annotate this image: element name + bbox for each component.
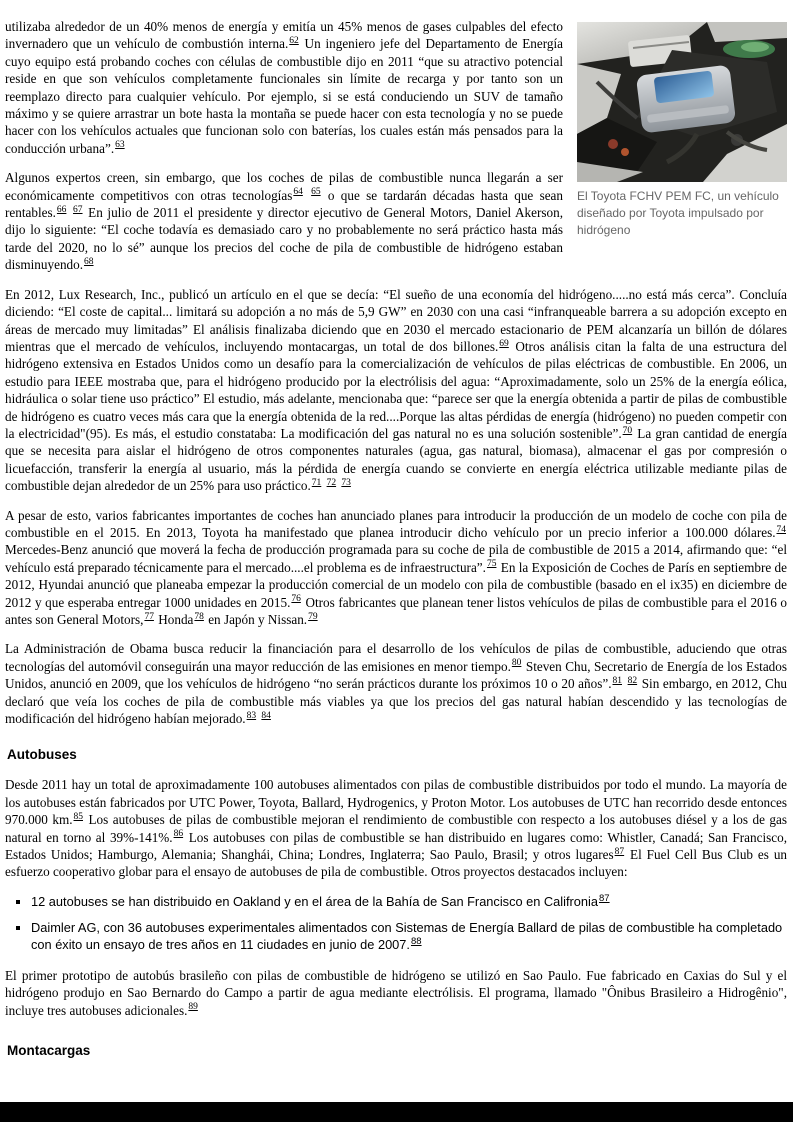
footnote-ref-link[interactable]: 79 — [308, 611, 318, 622]
footnote-ref-link[interactable]: 88 — [410, 935, 422, 947]
section-heading-montacargas: Montacargas — [7, 1043, 91, 1059]
paragraph-intro-1: utilizaba alrededor de un 40% menos de energía y emitía un 45% menos de gases culpables del efecto invernadero que un vehículo de combustión interna.$^{62}$ Un ingeniero jefe del Departamento de Energía cuyo equipo está probando coches con células de combustible dijo en 2011 “que su atractivo potencial reside en que son vehículos completamente funcionales sin límite de recarga y por tanto son un reemplazo directo para cualquier vehículo. Por ejemplo, si se está conduciendo un SUV de tamaño máximo y se quiere arrastrar un bote hasta la montaña se puede hacer con esta tecnología y no se puede hacer con los vehículos actuales que funcionan solo con baterías, los cuales están más pensados para la conducción urbana”.$^{63}$ — [5, 19, 564, 156]
paragraph-intro-3: En 2012, Lux Research, Inc., publicó un artículo en el que se decía: “El sueño de una economía del hidrógeno.....no está más cerca”. Concluía diciendo: “El coste de capital... limitará su adopción a no más de 5,9 GW” en 2030 con una casi “infranqueable barrera a su adopción excepto en áreas de mercado muy limitadas” El análisis finalizaba diciendo que en 2030 el mercado estacionario de PEM alcanzaría un billón de dólares mientras que el mercado de vehículos, incluyendo montacargas, un total de dos billones.$^{69}$ Otros análisis citan la falta de una estructura del hidrógeno extensiva en Estados Unidos como un desafío para la comercialización de vehículos de pilas eléctricas de combustible. En 2006, un estudio para IEEE mostraba que, para el hidrógeno producido por la electrólisis del agua: “Aproximadamente, solo un 25% de la energía eólica, hidráulica o solar tiene uso práctico” El estudio, más adelante, mencionaba que: “parece ser que la energía obtenida a partir de pilas de combustible de hidrógeno es cuatro veces más cara que la energía obtenida de la red....Porque las altas pérdidas de energía (hidrógeno) no pueden competir con la electricidad"(95). Es más, el estudio constataba: La modificación del gas natural no es una solución sostenible”.$^{70}$ La gran cantidad de energía que se necesita para aislar el hidrógeno de otros componentes naturales (agua, gas natural, biomasa), almacenar el gas por compresión o licuefacción, transferir la energía al usuario, más la pérdida de energía cuando se convierte en energía eléctrica utilizable mediante pilas de combustible dejan alrededor de un 25% para uso práctico.$^{71}$ $^{72}$ $^{73}$ — [5, 286, 787, 494]
footnote-ref-link[interactable]: 68 — [84, 256, 94, 267]
paragraph-intro-4: A pesar de esto, varios fabricantes importantes de coches han anunciado planes para introducir la producción de un modelo de coche con pila de combustible en el 2015. En 2013, Toyota ha manifestado que planea introducir dicho vehículo por un precio inferior a 100.000 dólares.$^{74}$ Mercedes-Benz anunció que moverá la fecha de producción programada para su coche de pila de combustible de 2015 a 2014, afirmando que: “el vehículo está preparado técnicamente para el mercado....el problema es de infraestructura”.$^{75}$ En la Exposición de Coches de París en septiembre de 2012, Hyundai anunció que planeaba empezar la producción comercial de un modelo con pila de combustible (basado en el ix35) en diciembre de 2012 y que esperaba entregar 1000 unidades en 2015.76 Otros fabricantes que planean tener listos vehículos de pilas de combustible para el 2016 o antes son General Motors,$^{77}$ Honda$^{78}$ en Japón y Nissan.$^{79}$ — [5, 507, 788, 627]
section-heading-autobuses: Autobuses — [7, 747, 77, 763]
footnote-ref-link[interactable]: 86 — [173, 829, 184, 840]
footnote-ref-link[interactable]: 87 — [598, 892, 610, 904]
autobuses-bullet-list — [5, 893, 787, 953]
footnote-ref-link[interactable]: 87 — [614, 846, 625, 857]
footnote-ref-link[interactable]: 84 — [261, 710, 271, 721]
footnote-ref-link[interactable]: 82 — [627, 675, 638, 686]
list-item: ▪ Daimler AG, con 36 autobuses experimentales alimentados con Sistemas de Energía Ballard de pilas de combustible ha completado con éxito un ensayo de tres años en 11 ciudades en junio de 2007.88 — [31, 919, 787, 953]
footnote-ref-link[interactable]: 69 — [499, 338, 509, 349]
footer-bar — [0, 1102, 793, 1122]
footnote-ref-link[interactable]: 63 — [115, 140, 125, 151]
figure-caption: El Toyota FCHV PEM FC, un vehículo diseñado por Toyota impulsado por hidrógeno — [577, 189, 779, 237]
footnote-ref-link[interactable]: 66 — [56, 204, 67, 215]
footnote-ref-link[interactable]: 70 — [622, 425, 633, 436]
footnote-ref-link[interactable]: 83 — [246, 710, 257, 721]
figure-toyota-fchv — [577, 22, 787, 239]
footnote-ref-link[interactable]: 80 — [511, 658, 522, 669]
footnote-ref-link[interactable]: 72 — [326, 477, 337, 488]
list-item: ▪ 12 autobuses se han distribuido en Oakland y en el área de la Bahía de San Francisco en Califronia$^{87}$ — [31, 893, 787, 910]
footnote-ref-link[interactable]: 78 — [194, 611, 204, 622]
footnote-ref-link[interactable]: 85 — [73, 811, 83, 822]
footnote-ref-link[interactable]: 77 — [144, 611, 154, 622]
fuel-cell-engine-photo — [577, 22, 787, 182]
footnote-ref-link[interactable]: 89 — [188, 1002, 198, 1013]
paragraph-autobuses-2: El primer prototipo de autobús brasileño con pilas de combustible de hidrógeno se utilizó en Sao Paulo. Fue fabricado en Caxias do Sul y el hidrógeno produjo en Sao Bernardo do Campo a partir de agua mediante electrólisis. El programa, llamado "Ônibus Brasileiro a Hidrogênio", incluye tres autobuses adicionales.$^{89}$ — [5, 967, 787, 1018]
footnote-ref-link[interactable]: 64 — [293, 187, 303, 198]
footnote-ref-link[interactable]: 75 — [486, 559, 497, 570]
footnote-ref-link[interactable]: 67 — [73, 204, 83, 215]
footnote-ref-link[interactable]: 71 — [311, 477, 322, 488]
paragraph-intro-5: La Administración de Obama busca reducir la financiación para el desarrollo de los vehículos de pilas de combustible, aduciendo que otras tecnologías del automóvil conseguirán una mayor reducción de las emisiones en menor tiempo.$^{80}$ Steven Chu, Secretario de Energía de los Estados Unidos, anunció en 2009, que los vehículos de hidrógeno “no serán prácticos durante los próximos 10 o 20 años”.$^{81}$ $^{82}$ Sin embargo, en 2012, Chu declaró que veía los coches de pila de combustible más viables ya que los precios del gas natural habían descendido y las tecnologías de modificación del hidrógeno habían mejorado.$^{83}$ $^{84}$ — [5, 641, 788, 727]
footnote-ref-link[interactable]: 65 — [311, 187, 321, 198]
footnote-ref-link[interactable]: 62 — [289, 36, 299, 47]
paragraph-autobuses-1: Desde 2011 hay un total de aproximadamente 100 autobuses alimentados con pilas de combustible distribuidos por todo el mundo. La mayoría de los autobuses están fabricados por UTC Power, Toyota, Ballard, Hydrogenics, y Proton Motor. Los autobuses de UTC han recorrido desde entonces 970.000 km.$^{85}$ Los autobuses de pilas de combustible mejoran el rendimiento de combustible con respecto a los autobuses diésel y a los de gas natural en torno al 39%-141%.$^{86}$ Los autobuses con pilas de combustible se han distribuido en lugares como: Whistler, Canadá; San Francisco, Estados Unidos; Hamburgo, Alemania; Shanghái, China; Londres, Inglaterra; Sao Paulo, Brasil; y otros lugares$^{87}$ El Fuel Cell Bus Club es un esfuerzo cooperativo globar para el ensayo de autobuses de pila de combustible. Otros proyectos destacados incluyen: — [5, 777, 788, 880]
footnote-ref-link[interactable]: 74 — [776, 524, 786, 535]
footnote-ref-link[interactable]: 76 — [291, 594, 301, 605]
footnote-ref-link[interactable]: 73 — [341, 477, 351, 488]
footnote-ref-link[interactable]: 81 — [612, 675, 622, 686]
paragraph-intro-2: Algunos expertos creen, sin embargo, que los coches de pilas de combustible nunca llegarán a ser económicamente competitivos con otras tecnologías$^{64}$ $^{65}$ o que se tardarán décadas hasta que sean rentables.$^{66}$ $^{67}$ En julio de 2011 el presidente y director ejecutivo de General Motors, Daniel Akerson, dijo lo siguiente: “El coche todavía es demasiado caro y no probablemente no será práctico hasta más tarde del 2020, no lo sé” aunque los precios del coche de pila de combustible de hidrógeno estaban disminuyendo.$^{68}$ — [5, 170, 564, 273]
